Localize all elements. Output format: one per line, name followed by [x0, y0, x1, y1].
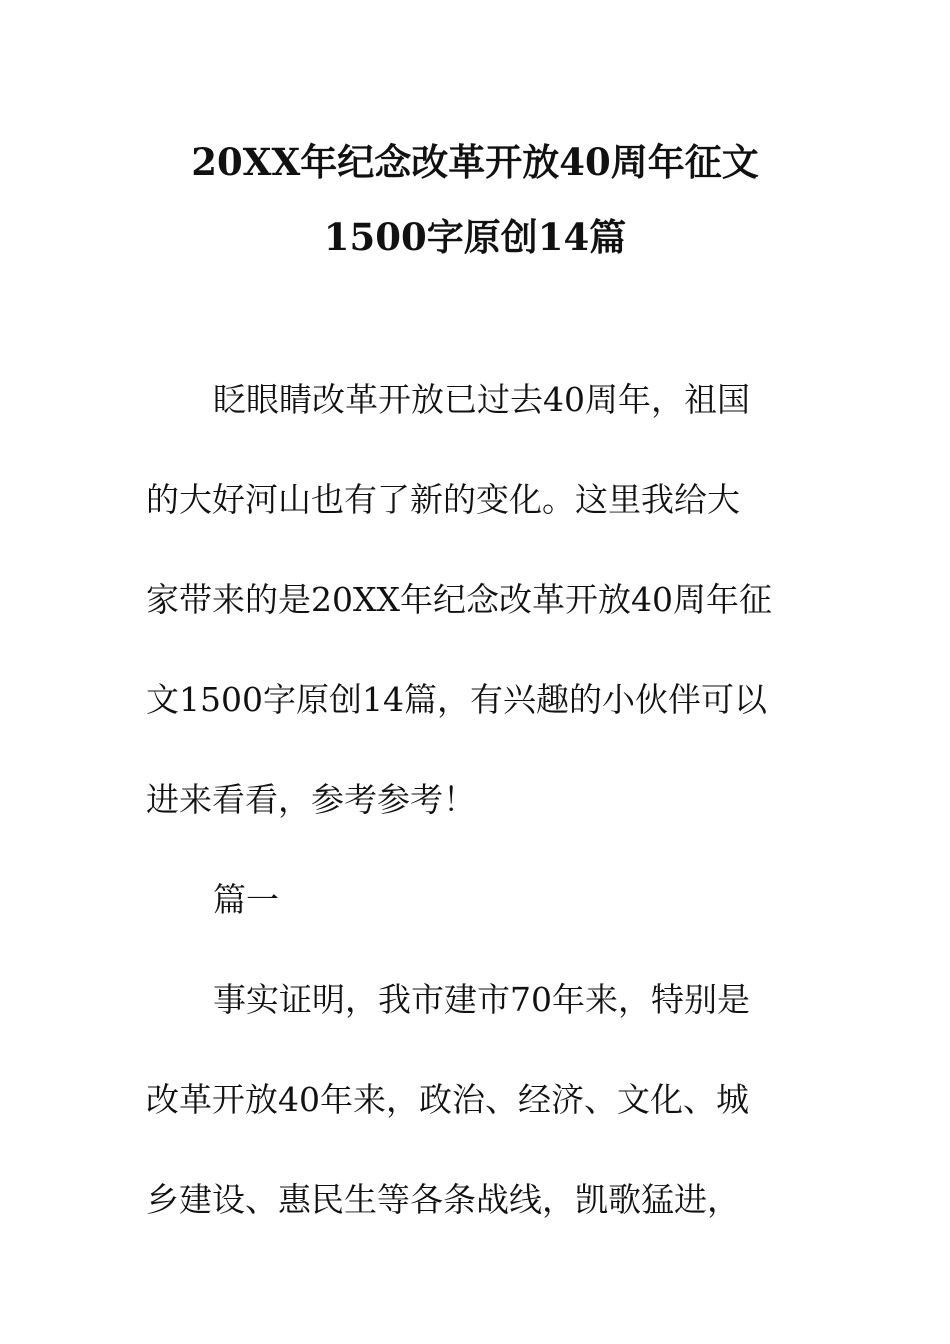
intro-line-2: 的大好河山也有了新的变化。这里我给大 — [146, 480, 740, 519]
section-line-3: 乡建设、惠民生等各条战线，凯歌猛进， — [146, 1180, 740, 1219]
intro-line-5: 进来看看，参考参考！ — [146, 780, 476, 819]
section-line-2: 改革开放40年来，政治、经济、文化、城 — [146, 1080, 749, 1119]
document-title-line-2: 1500字原创14篇 — [323, 215, 627, 259]
section-heading: 篇一 — [213, 880, 279, 919]
intro-line-3: 家带来的是20XX年纪念改革开放40周年征 — [146, 580, 772, 619]
section-line-1: 事实证明，我市建市70年来，特别是 — [213, 980, 750, 1019]
intro-line-1: 眨眼睛改革开放已过去40周年，祖国 — [213, 380, 750, 419]
document-title-line-1: 20XX年纪念改革开放40周年征文 — [191, 140, 759, 184]
intro-line-4: 文1500字原创14篇，有兴趣的小伙伴可以 — [146, 680, 767, 719]
